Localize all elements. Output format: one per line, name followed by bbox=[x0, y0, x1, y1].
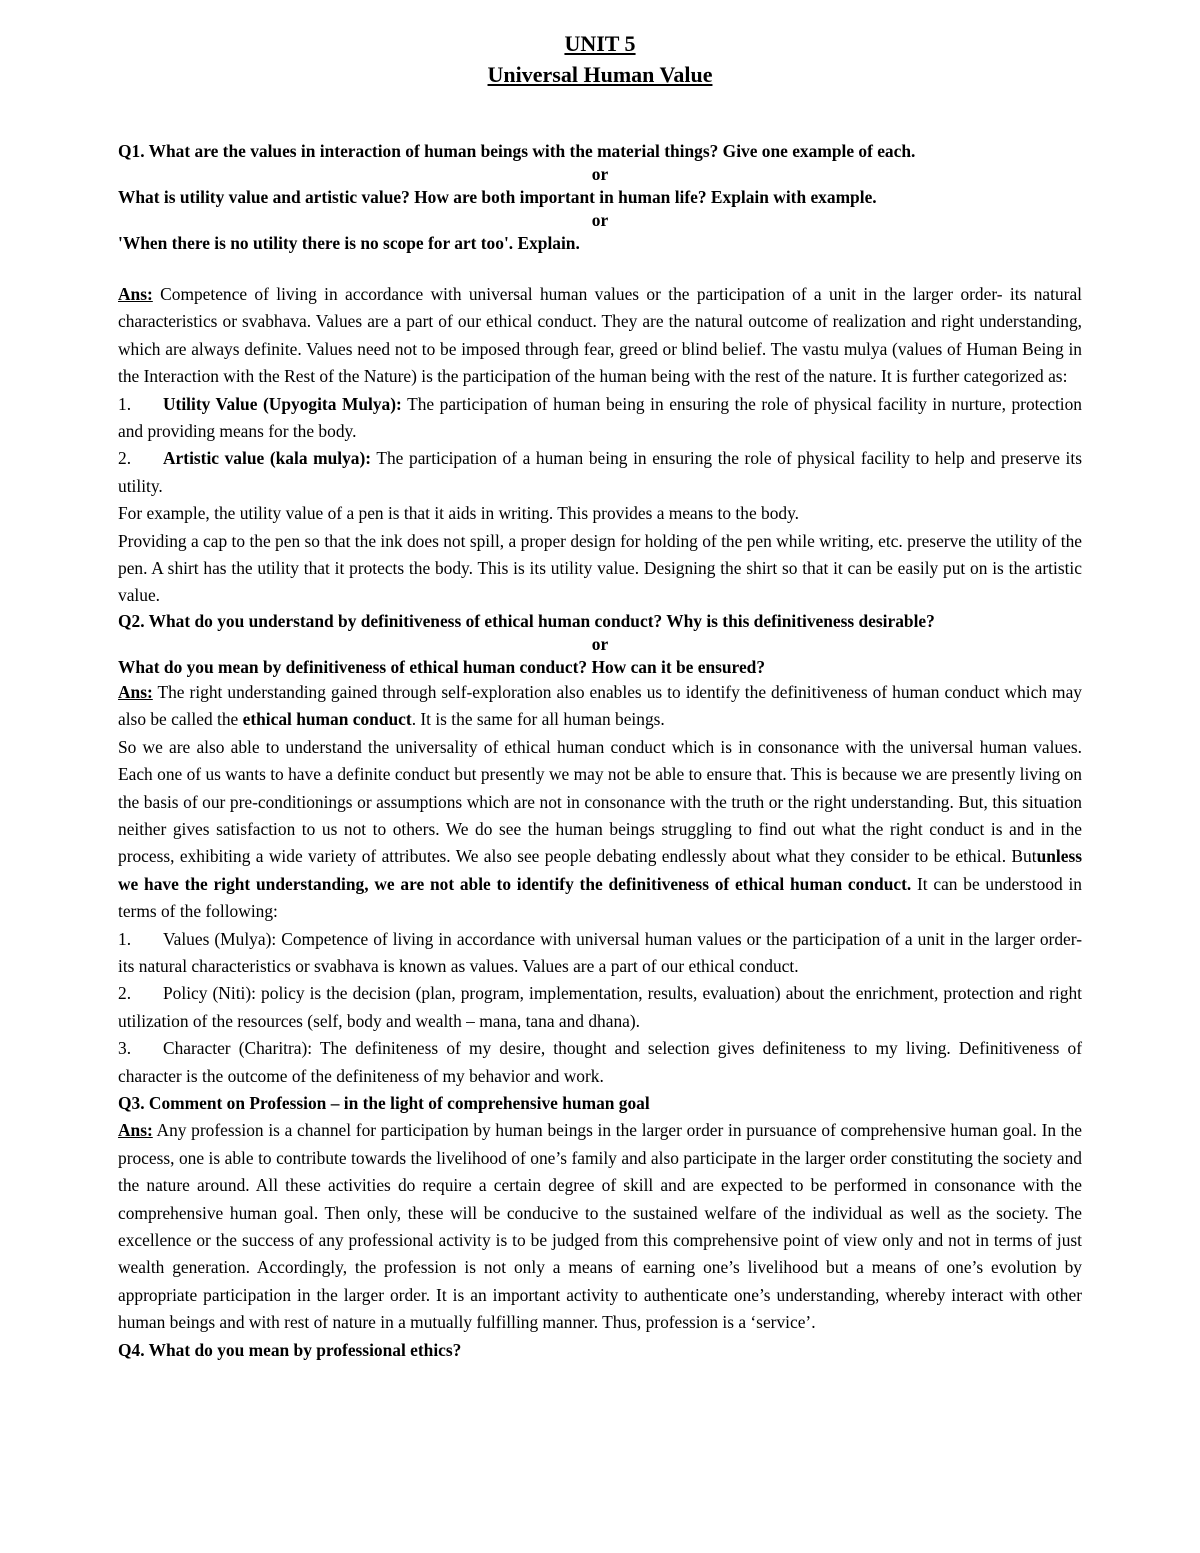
q1-question-b: What is utility value and artistic value? How are both important in human life? Explain with example. bbox=[118, 187, 877, 207]
q2-paragraph-2: So we are also able to understand the universality of ethical human conduct which is in consonance with the universal human values. Each one of us wants to have a definite conduct but presently we may not be able to ensure that. This is because we are presently living on the basis of our pre-conditionings or assumptions which are not in consonance with the truth or the right understanding. But, this situation neither gives satisfaction to us not to others. We do see the human beings struggling to find out what the right conduct is and in the process, exhibiting a wide variety of attributes. We also see people debating endlessly about what they consider to be ethical. Butunless we have the right understanding, we are not able to identify the definitiveness of ethical human conduct. It can be understood in terms of the following: bbox=[118, 736, 1083, 922]
q3-answer: Ans: Any profession is a channel for participation by human beings in the larger order in pursuance of comprehensive human goal. In the process, one is able to contribute towards the livelihood of one’s family and also participate in the larger order constituting the society and the nature around. All these activities do require a certain degree of skill and are expected to be performed in consonance with the comprehensive human goal. Then only, these will be conducive to the sustained welfare of the individual as well as the society. The excellence or the success of any professional activity is to be judged from this comprehensive point of view only and not in terms of just wealth generation. Accordingly, the profession is not only a means of earning one’s livelihood but a means of one’s evolution by appropriate participation in the larger order. It is an important activity to authenticate one’s understanding, whereby interact with other human beings and with rest of nature in a mutually fulfilling manner. Thus, profession is a ‘service’. bbox=[118, 1120, 1082, 1333]
q1-or-1: or bbox=[591, 164, 609, 184]
document-page bbox=[118, 28, 1082, 1364]
q2-question-b: What do you mean by definitiveness of ethical human conduct? How can it be ensured? bbox=[118, 656, 766, 677]
answer-label: Ans: bbox=[118, 1120, 153, 1141]
q4-question: Q4. What do you mean by professional ethics? bbox=[118, 1339, 462, 1360]
q1-example-1: For example, the utility value of a pen is that it aids in writing. This provides a means to the body. bbox=[118, 503, 800, 524]
q1-question-a: Q1. What are the values in interaction of human beings with the material things? Give one example of each. bbox=[118, 141, 916, 161]
q2-question-a: Q2. What do you understand by definitiveness of ethical human conduct? Why is this definitiveness desirable? bbox=[118, 610, 935, 631]
q1-answer-text: Competence of living in accordance with universal human values or the participation of a unit in the larger order- its natural characteristics or svabhava. Values are a part of our ethical conduct. They are the natural outcome of realization and right understanding, which are always definite. Values need not to be imposed through fear, greed or blind belief. The vastu mulya (values of Human Being in the Interaction with the Rest of the Nature) is the participation of the human being with the rest of the nature. It is further categorized as: bbox=[118, 284, 1082, 387]
q2-list-item-1: 1. Values (Mulya): Competence of living in accordance with universal human values or the participation of a unit in the larger order- its natural characteristics or svabhava is known as values. Values are a part of our ethical conduct. bbox=[118, 928, 1082, 976]
answer-label: Ans: bbox=[118, 681, 153, 702]
q2-answer: Ans: The right understanding gained through self-exploration also enables us to identify the definitiveness of human conduct which may also be called the ethical human conduct. It is the same for all human beings. bbox=[118, 681, 1082, 730]
q2-list-item-2: 2. Policy (Niti): policy is the decision (plan, program, implementation, results, evaluation) about the enrichment, protection and right utilization of the resources (self, body and wealth – mana, tana and dhana). bbox=[118, 983, 1082, 1031]
q1-list-item-2: 2. Artistic value (kala mulya): The participation of a human being in ensuring the role of physical facility to help and preserve its utility. bbox=[118, 448, 1082, 496]
q1-example-2: Providing a cap to the pen so that the ink does not spill, a proper design for holding of the pen while writing, etc. preserve the utility of the pen. A shirt has the utility that it protects the body. This is its utility value. Designing the shirt so that it can be easily put on is the artistic value. bbox=[118, 530, 1082, 606]
q1-answer bbox=[118, 281, 1082, 391]
q2-list-item-3: 3. Character (Charitra): The definiteness of my desire, thought and selection gives definiteness to my living. Definitiveness of character is the outcome of the definiteness of my behavior and work. bbox=[118, 1038, 1082, 1086]
q1-question-c: 'When there is no utility there is no scope for art too'. Explain. bbox=[118, 233, 580, 253]
subject-title: Universal Human Value bbox=[487, 62, 713, 87]
q1-list-item-1: 1. Utility Value (Upyogita Mulya): The participation of human being in ensuring the role of physical facility in nurture, protection and providing means for the body. bbox=[118, 393, 1082, 442]
q3-question: Q3. Comment on Profession – in the light of comprehensive human goal bbox=[118, 1092, 650, 1113]
q2-or-1: or bbox=[591, 633, 609, 654]
q1-or-2: or bbox=[591, 210, 609, 230]
answer-label: Ans: bbox=[118, 284, 153, 304]
unit-title: UNIT 5 bbox=[564, 31, 636, 56]
